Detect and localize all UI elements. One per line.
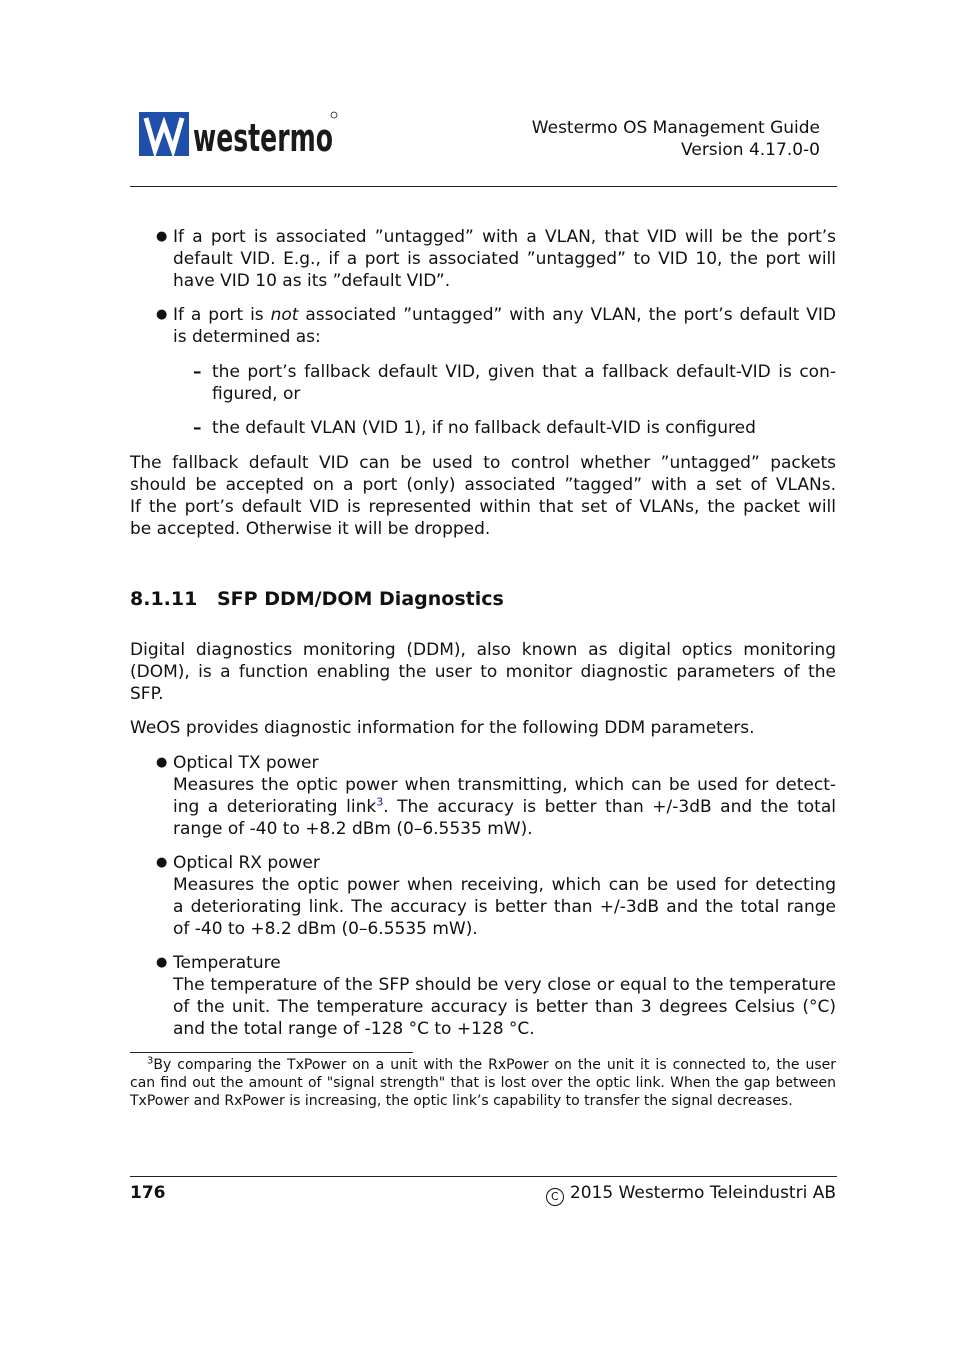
text-fragment: associated ”untagged” with any VLAN, the port’s default VID xyxy=(298,305,836,325)
text-line: be accepted. Otherwise it will be dropped. xyxy=(130,519,491,539)
text-line xyxy=(173,304,836,326)
text-line: can find out the amount of "signal strength" that is lost over the optic link. When the gap between xyxy=(130,1075,836,1091)
text-line: a deteriorating link. The accuracy is better than +/-3dB and the total range xyxy=(173,897,836,917)
header-divider xyxy=(130,186,837,187)
text-line: SFP. xyxy=(130,684,164,704)
ddm-item-tx-power xyxy=(173,752,836,840)
text-line: range of -40 to +8.2 dBm (0–6.5535 mW). xyxy=(173,819,533,839)
text-line: WeOS provides diagnostic information for the following DDM parameters. xyxy=(130,718,755,738)
text-line: (DOM), is a function enabling the user to monitor diagnostic parameters of the xyxy=(130,662,836,682)
text-line: should be accepted on a port (only) associated ”tagged” with a set of VLANs. xyxy=(130,475,836,495)
text-line xyxy=(130,1056,836,1074)
text-line: and the total range of -128 °C to +128 °C. xyxy=(173,1019,535,1039)
westermo-logo xyxy=(139,110,339,158)
footnote-reference-link[interactable]: 3 xyxy=(376,795,384,809)
text-line: If the port’s default VID is represented within that set of VLANs, the packet will xyxy=(130,497,836,517)
footer-divider xyxy=(130,1176,837,1177)
ddm-item-temperature xyxy=(173,952,836,1040)
footnote xyxy=(130,1056,836,1110)
sub-item-fallback xyxy=(212,361,836,405)
bullet-icon: ● xyxy=(156,307,168,322)
section-number: 8.1.11 xyxy=(130,588,198,610)
list-item-untagged xyxy=(173,226,836,292)
text-line: the default VLAN (VID 1), if no fallback default-VID is configured xyxy=(212,418,756,438)
text-line: have VID 10 as its ”default VID”. xyxy=(173,271,451,291)
text-line: TxPower and RxPower is increasing, the optic link’s capability to transfer the signal decreases. xyxy=(130,1093,793,1109)
text-line: the port’s fallback default VID, given that a fallback default-VID is con- xyxy=(212,362,836,382)
ddm-item-title: Temperature xyxy=(173,953,281,973)
ddm-item-title: Optical TX power xyxy=(173,753,319,773)
bullet-icon: ● xyxy=(156,955,168,970)
text-line: The fallback default VID can be used to control whether ”untagged” packets xyxy=(130,453,836,473)
page-number: 176 xyxy=(130,1183,166,1203)
text-line: of -40 to +8.2 dBm (0–6.5535 mW). xyxy=(173,919,478,939)
list-item-not-untagged xyxy=(173,304,836,348)
text-fragment: By comparing the TxPower on a unit with the RxPower on the unit it is connected to, the user xyxy=(153,1057,836,1073)
document-title: Westermo OS Management Guide xyxy=(531,118,820,138)
logo-text: westermo xyxy=(193,116,333,160)
dash-icon: – xyxy=(193,418,202,438)
text-line xyxy=(173,796,836,818)
bullet-icon: ● xyxy=(156,855,168,870)
text-line: Digital diagnostics monitoring (DDM), also known as digital optics monitoring xyxy=(130,640,836,660)
westermo-logo-mark xyxy=(139,110,339,158)
text-line: is determined as: xyxy=(173,327,321,347)
ddm-item-rx-power xyxy=(173,852,836,940)
text-line: default VID. E.g., if a port is associated ”untagged” to VID 10, the port will xyxy=(173,249,836,269)
bullet-icon: ● xyxy=(156,755,168,770)
text-fragment: If a port is xyxy=(173,305,271,325)
text-fragment: . The accuracy is better than +/-3dB and the total xyxy=(383,797,836,817)
text-line: The temperature of the SFP should be very close or equal to the temperature xyxy=(173,975,836,995)
document-version: Version 4.17.0-0 xyxy=(681,140,820,160)
footnote-divider xyxy=(130,1052,413,1053)
section-heading xyxy=(130,588,504,610)
emphasis-text: not xyxy=(270,305,299,325)
text-fragment: ing a deteriorating link xyxy=(173,797,377,817)
sub-item-default-vlan xyxy=(212,417,836,439)
dash-icon: – xyxy=(193,362,202,382)
text-line: of the unit. The temperature accuracy is better than 3 degrees Celsius (°C) xyxy=(173,997,836,1017)
ddm-intro-paragraph xyxy=(130,639,836,705)
copyright-text: 2015 Westermo Teleindustri AB xyxy=(569,1183,836,1203)
ddm-item-title: Optical RX power xyxy=(173,853,320,873)
section-title: SFP DDM/DOM Diagnostics xyxy=(217,588,504,610)
fallback-paragraph xyxy=(130,452,836,540)
text-line: Measures the optic power when receiving, which can be used for detecting xyxy=(173,875,836,895)
copyright-icon: C xyxy=(546,1188,564,1206)
bullet-icon: ● xyxy=(156,229,168,244)
text-line: If a port is associated ”untagged” with a VLAN, that VID will be the port’s xyxy=(173,227,836,247)
copyright-notice xyxy=(546,1182,836,1206)
footnote-marker: 3 xyxy=(147,1055,154,1067)
text-line: Measures the optic power when transmitting, which can be used for detect- xyxy=(173,775,836,795)
weos-intro-paragraph xyxy=(130,717,836,739)
text-line: figured, or xyxy=(212,384,301,404)
